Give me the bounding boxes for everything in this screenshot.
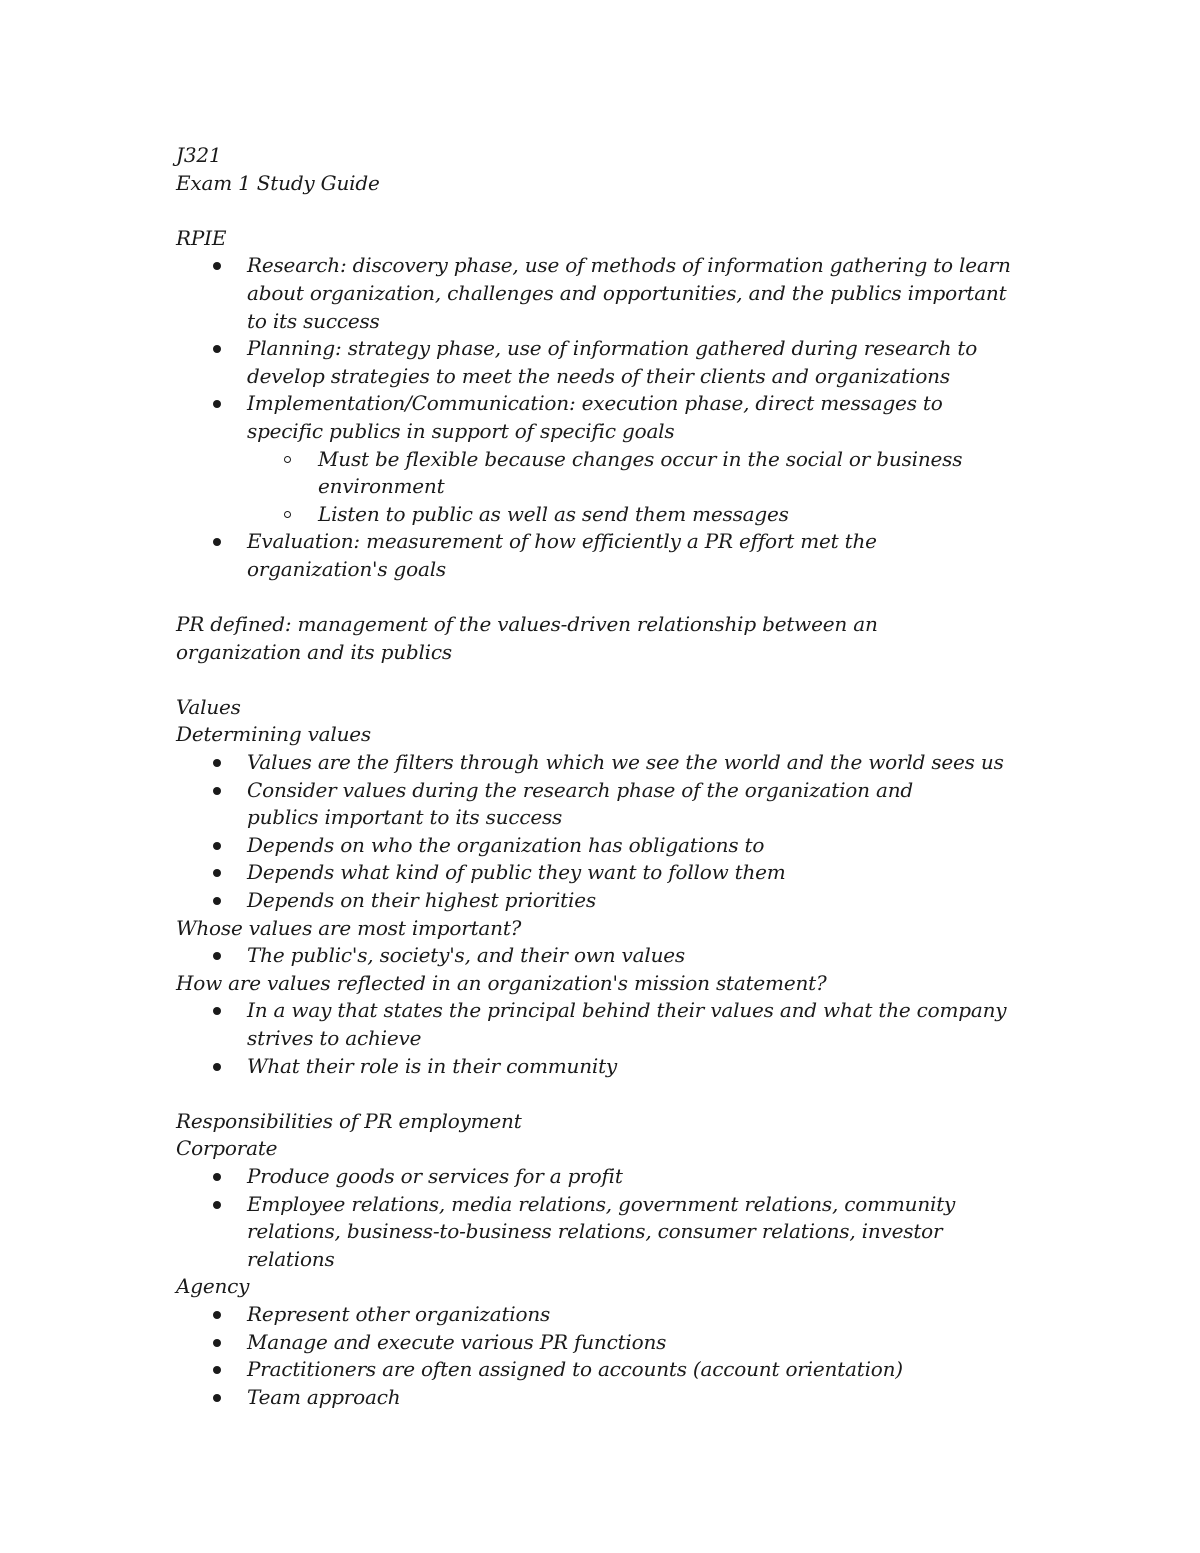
list-item-text: Depends what kind of public they want to follow them	[247, 860, 786, 885]
list-item-text: Implementation/Communication: execution phase, direct messages to specific publics in support of specific goals	[247, 391, 943, 443]
values-heading: Values	[176, 694, 241, 719]
list-item	[176, 859, 1036, 887]
list-item	[176, 390, 1036, 528]
corporate-list	[176, 1163, 1036, 1273]
bullet-icon	[213, 897, 221, 905]
bullet-icon	[213, 759, 221, 767]
list-item	[176, 1384, 1036, 1412]
list-item-text: Evaluation: measurement of how efficiently a PR effort met the organization's goals	[247, 529, 877, 581]
rpie-heading: RPIE	[176, 225, 227, 250]
list-item-text: In a way that states the principal behind their values and what the company strives to achieve	[247, 998, 1007, 1050]
hollow-bullet-icon	[284, 456, 291, 463]
list-item	[176, 887, 1036, 915]
bullet-icon	[213, 952, 221, 960]
bullet-icon	[213, 1394, 221, 1402]
list-item	[176, 252, 1036, 335]
document-title: Exam 1 Study Guide	[176, 170, 380, 195]
spacer	[176, 197, 1036, 225]
spacer	[176, 584, 1036, 612]
bullet-icon	[213, 1311, 221, 1319]
list-item-text: Manage and execute various PR functions	[247, 1329, 667, 1354]
list-item-text: What their role is in their community	[247, 1053, 618, 1078]
sub-list-item-text: Must be flexible because changes occur in the social or business environment	[318, 446, 963, 499]
list-item	[176, 1329, 1036, 1357]
list-item-text: Practitioners are often assigned to accounts (account orientation)	[247, 1357, 903, 1382]
list-item-text: Produce goods or services for a profit	[247, 1163, 623, 1188]
list-item	[176, 335, 1036, 390]
determining-values-list	[176, 749, 1036, 915]
list-item-text: Research: discovery phase, use of methods of information gathering to learn about organization, challenges and opportunities, and the publics important to its success	[247, 253, 1011, 333]
bullet-icon	[213, 787, 221, 795]
list-item	[176, 997, 1036, 1052]
list-item	[176, 749, 1036, 777]
list-item-text: Employee relations, media relations, government relations, community relations, business-to-business relations, consumer relations, investor relations	[247, 1191, 956, 1271]
agency-heading: Agency	[176, 1274, 250, 1299]
list-item-text: Planning: strategy phase, use of information gathered during research to develop strategies to meet the needs of their clients and organizations	[247, 336, 978, 388]
list-item	[176, 1163, 1036, 1191]
list-item-text: The public's, society's, and their own values	[247, 943, 685, 968]
list-item	[176, 528, 1036, 583]
list-item	[176, 1301, 1036, 1329]
document-body	[176, 142, 1036, 1411]
mission-statement-list	[176, 997, 1036, 1080]
list-item	[176, 777, 1036, 832]
list-item	[176, 832, 1036, 860]
sub-list	[247, 446, 1036, 529]
whose-values-heading: Whose values are most important?	[176, 915, 522, 940]
bullet-icon	[213, 842, 221, 850]
whose-values-list	[176, 942, 1036, 970]
bullet-icon	[213, 1173, 221, 1181]
hollow-bullet-icon	[284, 511, 291, 518]
list-item-text: Depends on who the organization has obligations to	[247, 832, 765, 857]
list-item-text: Consider values during the research phase of the organization and publics important to its success	[247, 777, 913, 830]
list-item-text: Represent other organizations	[247, 1301, 551, 1326]
mission-statement-heading: How are values reflected in an organization's mission statement?	[176, 970, 827, 995]
bullet-icon	[213, 262, 221, 270]
agency-list	[176, 1301, 1036, 1411]
bullet-icon	[213, 1063, 221, 1071]
sub-list-item-text: Listen to public as well as send them messages	[318, 501, 789, 526]
rpie-list	[176, 252, 1036, 583]
list-item-text: Values are the filters through which we see the world and the world sees us	[247, 750, 1004, 775]
responsibilities-heading: Responsibilities of PR employment	[176, 1108, 522, 1133]
list-item	[176, 1356, 1036, 1384]
bullet-icon	[213, 1201, 221, 1209]
determining-values-heading: Determining values	[176, 722, 371, 747]
list-item-text: Depends on their highest priorities	[247, 888, 596, 913]
list-item	[176, 1191, 1036, 1274]
pr-definition: PR defined: management of the values-driven relationship between an organization and its publics	[176, 612, 878, 664]
course-code: J321	[176, 143, 222, 167]
corporate-heading: Corporate	[176, 1136, 278, 1161]
bullet-icon	[213, 400, 221, 408]
sub-list-item	[247, 501, 1036, 529]
spacer	[176, 666, 1036, 694]
list-item-text: Team approach	[247, 1384, 401, 1409]
bullet-icon	[213, 1007, 221, 1015]
bullet-icon	[213, 1339, 221, 1347]
bullet-icon	[213, 345, 221, 353]
list-item	[176, 942, 1036, 970]
bullet-icon	[213, 1366, 221, 1374]
list-item	[176, 1053, 1036, 1081]
bullet-icon	[213, 538, 221, 546]
spacer	[176, 1080, 1036, 1108]
bullet-icon	[213, 869, 221, 877]
sub-list-item	[247, 446, 1036, 501]
